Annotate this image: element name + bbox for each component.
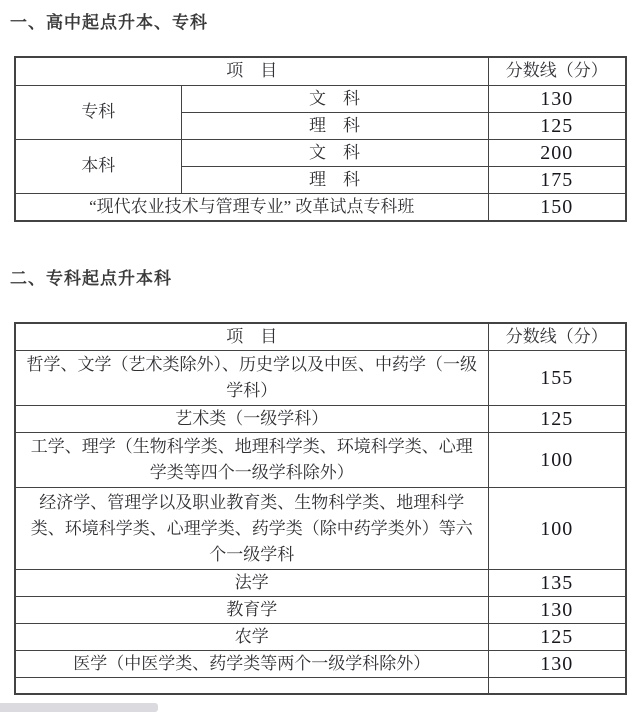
table-row-special-pilot-class bbox=[15, 193, 626, 221]
section2-title: 二、专科起点升本科 bbox=[10, 269, 172, 288]
major-label-cell: 医学（中医学类、药学类等两个一级学科除外） bbox=[15, 651, 488, 678]
score-cell: 125 bbox=[488, 112, 626, 139]
table-row bbox=[15, 651, 626, 678]
table1-header-score: 分数线（分） bbox=[488, 57, 626, 85]
score-cell: 130 bbox=[488, 651, 626, 678]
table-college-to-bachelor-scores bbox=[14, 322, 627, 695]
horizontal-scrollbar-thumb[interactable] bbox=[0, 703, 158, 712]
table-hs-entry-scores bbox=[14, 56, 627, 222]
major-label-cell: 教育学 bbox=[15, 597, 488, 624]
table-row-empty bbox=[15, 678, 626, 694]
table-row bbox=[15, 351, 626, 406]
score-cell: 125 bbox=[488, 406, 626, 433]
subject-cell: 文 科 bbox=[181, 139, 488, 166]
score-cell: 135 bbox=[488, 570, 626, 597]
major-label-cell: 工学、理学（生物科学类、地理科学类、环境科学类、心理学类等四个一级学科除外） bbox=[15, 433, 488, 488]
table-row bbox=[15, 85, 626, 112]
score-cell: 150 bbox=[488, 193, 626, 221]
group-cell-benke: 本科 bbox=[15, 139, 181, 193]
score-cell: 125 bbox=[488, 624, 626, 651]
table2-header-score: 分数线（分） bbox=[488, 323, 626, 351]
score-cell: 100 bbox=[488, 488, 626, 570]
table2-header-item: 项 目 bbox=[15, 323, 488, 351]
table-row bbox=[15, 624, 626, 651]
score-cell bbox=[488, 678, 626, 694]
score-cell: 130 bbox=[488, 597, 626, 624]
table-row bbox=[15, 597, 626, 624]
table-row bbox=[15, 433, 626, 488]
subject-cell: 理 科 bbox=[181, 112, 488, 139]
special-label-cell: “现代农业技术与管理专业” 改革试点专科班 bbox=[15, 193, 488, 221]
table1-header-item: 项 目 bbox=[15, 57, 488, 85]
table-row bbox=[15, 139, 626, 166]
major-label-cell: 经济学、管理学以及职业教育类、生物科学类、地理科学类、环境科学类、心理学类、药学类（除中药学类外）等六个一级学科 bbox=[15, 488, 488, 570]
table2-header-row bbox=[15, 323, 626, 351]
score-cell: 155 bbox=[488, 351, 626, 406]
score-cell: 200 bbox=[488, 139, 626, 166]
table-row bbox=[15, 406, 626, 433]
subject-cell: 理 科 bbox=[181, 166, 488, 193]
major-label-cell: 艺术类（一级学科） bbox=[15, 406, 488, 433]
table-row bbox=[15, 570, 626, 597]
major-label-cell: 法学 bbox=[15, 570, 488, 597]
section1-title: 一、高中起点升本、专科 bbox=[10, 13, 208, 32]
major-label-cell: 农学 bbox=[15, 624, 488, 651]
subject-cell: 文 科 bbox=[181, 85, 488, 112]
score-cell: 100 bbox=[488, 433, 626, 488]
score-cell: 130 bbox=[488, 85, 626, 112]
table-row bbox=[15, 488, 626, 570]
major-label-cell bbox=[15, 678, 488, 694]
major-label-cell: 哲学、文学（艺术类除外）、历史学以及中医、中药学（一级学科） bbox=[15, 351, 488, 406]
score-cell: 175 bbox=[488, 166, 626, 193]
table1-header-row bbox=[15, 57, 626, 85]
group-cell-zhuanke: 专科 bbox=[15, 85, 181, 139]
